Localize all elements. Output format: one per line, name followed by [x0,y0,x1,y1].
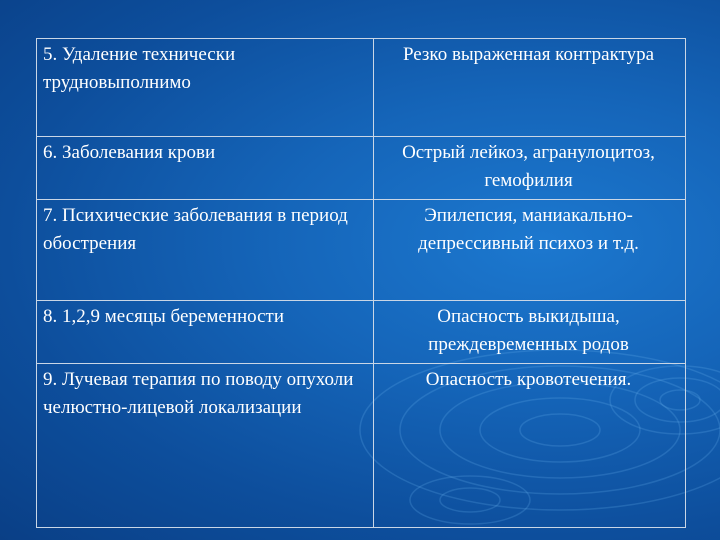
table-cell-condition [37,200,374,301]
condition-text: 5. Удаление технически трудновыполнимо [43,44,236,93]
table-row [37,364,686,528]
condition-text: 6. Заболевания крови [43,142,216,163]
table-cell-condition [37,39,374,137]
condition-text: 8. 1,2,9 месяцы беременности [43,306,284,327]
condition-text: 7. Психические заболевания в период обострения [43,205,348,254]
reason-text: Эпилепсия, маниакально-депрессивный психоз и т.д. [418,205,639,254]
table-cell-condition [37,137,374,200]
table-cell-reason [374,301,686,364]
table-cell-reason [374,200,686,301]
table-cell-reason [374,39,686,137]
reason-text: Опасность кровотечения. [425,369,632,390]
table-cell-reason [374,364,686,528]
reason-text: Опасность выкидыша, преждевременных родов [428,306,629,355]
condition-text: 9. Лучевая терапия по поводу опухоли челюстно-лицевой локализации [43,369,354,418]
table-cell-condition [37,364,374,528]
table-cell-condition [37,301,374,364]
table-row [37,137,686,200]
reason-text: Острый лейкоз, агранулоцитоз, гемофилия [402,142,655,191]
table-cell-reason [374,137,686,200]
reason-text: Резко выраженная контрактура [402,44,655,65]
table-row [37,301,686,364]
table-row [37,39,686,137]
contraindications-table [36,38,686,528]
table-row [37,200,686,301]
